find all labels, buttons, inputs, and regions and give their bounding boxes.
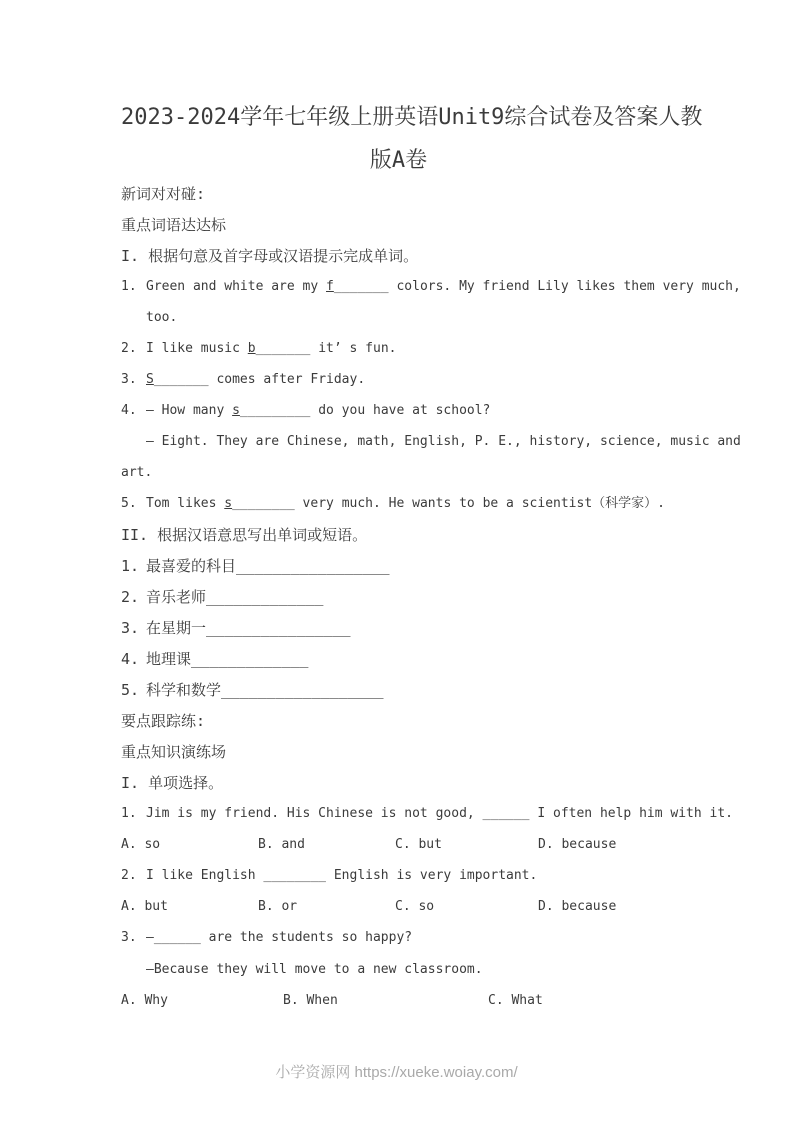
- practice-heading: 要点跟踪练:: [121, 712, 206, 730]
- phrase-chinese: 地理课: [146, 650, 192, 668]
- question-text: [146, 495, 665, 513]
- vocab-question-5: [121, 495, 676, 513]
- section2-title: II. 根据汉语意思写出单词或短语。: [121, 526, 368, 544]
- fill-in-blank: _____________: [206, 588, 324, 606]
- question-text: Jim is my friend. His Chinese is not good, ______ I often help him with it.: [146, 806, 733, 821]
- phrase-chinese: 音乐老师: [146, 588, 207, 606]
- phrase-chinese: 最喜爱的科目: [146, 557, 237, 575]
- question-number: 4.: [121, 403, 137, 418]
- vocab-question-4-answer-continuation: art.: [121, 465, 153, 480]
- question-text-post: do you have at school?: [310, 403, 491, 418]
- question-number: 2.: [121, 341, 137, 356]
- choice-question-1-options: [121, 836, 676, 854]
- phrase-chinese: 在星期一: [146, 619, 207, 637]
- vocab-question-4-answer: — Eight. They are Chinese, math, English, P. E., history, science, music and: [146, 434, 741, 449]
- option-b: B. When: [283, 993, 338, 1008]
- vocab-subheading: 重点词语达达标: [121, 216, 227, 234]
- question-text-pre: Tom likes: [146, 496, 225, 511]
- option-a: A. so: [121, 837, 161, 852]
- choice-question-2-options: [121, 898, 676, 916]
- choice-question-3-options: [121, 992, 676, 1010]
- question-text-pre: Green and white are my: [146, 279, 327, 294]
- phrase-text: [146, 681, 384, 699]
- fill-in-blank: _________: [239, 403, 311, 418]
- blank-first-letter: b: [247, 341, 256, 356]
- phrase-number: 5.: [121, 681, 140, 699]
- question-text-post: very much. He wants to be a scientist（科学家）.: [294, 496, 665, 511]
- phrase-number: 1.: [121, 557, 140, 575]
- phrase-text: [146, 650, 308, 668]
- question-text-post: comes after Friday.: [208, 372, 366, 387]
- option-a: A. but: [121, 899, 168, 914]
- question-text: [146, 402, 490, 420]
- phrase-item-1: [121, 557, 676, 575]
- phrase-number: 3.: [121, 619, 140, 637]
- option-d: D. because: [538, 899, 617, 914]
- question-text-pre: I like music: [146, 341, 248, 356]
- choice-question-3: [121, 929, 676, 947]
- phrase-item-5: [121, 681, 676, 699]
- phrase-text: [146, 588, 323, 606]
- question-number: 3.: [121, 372, 137, 387]
- phrase-chinese: 科学和数学: [146, 681, 222, 699]
- option-b: B. or: [258, 899, 298, 914]
- blank-first-letter: s: [232, 403, 240, 418]
- choice-question-3-answer-line: —Because they will move to a new classroom.: [146, 962, 483, 977]
- question-number: 1.: [121, 806, 137, 821]
- vocab-question-1: [121, 278, 741, 296]
- vocab-question-1-continuation: too.: [146, 310, 178, 325]
- option-a: A. Why: [121, 993, 168, 1008]
- question-text: —______ are the students so happy?: [146, 930, 413, 945]
- fill-in-blank: _______: [153, 372, 209, 387]
- phrase-text: [146, 619, 351, 637]
- phrase-item-3: [121, 619, 676, 637]
- footer-watermark: 小学资源网 https://xueke.woiay.com/: [275, 1064, 518, 1081]
- fill-in-blank: ________________: [206, 619, 351, 637]
- question-text-post: it’ s fun.: [310, 341, 397, 356]
- title-line-2: 版A卷: [369, 148, 428, 173]
- blank-first-letter: s: [224, 496, 233, 511]
- vocab-heading: 新词对对碰:: [121, 185, 206, 203]
- blank-first-letter: S: [146, 372, 154, 387]
- fill-in-blank: _______: [333, 279, 389, 294]
- vocab-question-2: [121, 340, 676, 358]
- choice-question-2: [121, 867, 676, 885]
- question-text: [146, 340, 396, 358]
- phrase-number: 2.: [121, 588, 140, 606]
- question-text: [146, 371, 365, 389]
- option-b: B. and: [258, 837, 305, 852]
- fill-in-blank: _______: [255, 341, 311, 356]
- option-c: C. but: [395, 837, 442, 852]
- choice-question-1: [121, 805, 733, 823]
- question-text: I like English ________ English is very important.: [146, 868, 538, 883]
- practice-subheading: 重点知识演练场: [121, 743, 227, 761]
- option-c: C. What: [488, 993, 543, 1008]
- fill-in-blank: __________________: [221, 681, 384, 699]
- blank-first-letter: f: [326, 279, 334, 294]
- question-number: 3.: [121, 930, 137, 945]
- question-number: 1.: [121, 279, 137, 294]
- practice-section-title: I. 单项选择。: [121, 774, 224, 792]
- phrase-item-2: [121, 588, 676, 606]
- phrase-text: [146, 557, 390, 575]
- fill-in-blank: _________________: [236, 557, 390, 575]
- option-d: D. because: [538, 837, 617, 852]
- fill-in-blank: ________: [232, 496, 295, 511]
- fill-in-blank: _____________: [191, 650, 309, 668]
- question-text-pre: — How many: [146, 403, 233, 418]
- phrase-number: 4.: [121, 650, 140, 668]
- option-c: C. so: [395, 899, 435, 914]
- title-line-1: 2023-2024学年七年级上册英语Unit9综合试卷及答案人教: [121, 105, 703, 130]
- question-number: 2.: [121, 868, 137, 883]
- page-title: [121, 96, 703, 182]
- question-text-post: colors. My friend Lily likes them very much,: [388, 279, 741, 294]
- question-text: [146, 278, 741, 296]
- vocab-question-4: [121, 402, 676, 420]
- document-content: [121, 96, 741, 1023]
- phrase-item-4: [121, 650, 676, 668]
- section1-title: I. 根据句意及首字母或汉语提示完成单词。: [121, 247, 419, 265]
- question-number: 5.: [121, 496, 137, 511]
- vocab-question-3: [121, 371, 676, 389]
